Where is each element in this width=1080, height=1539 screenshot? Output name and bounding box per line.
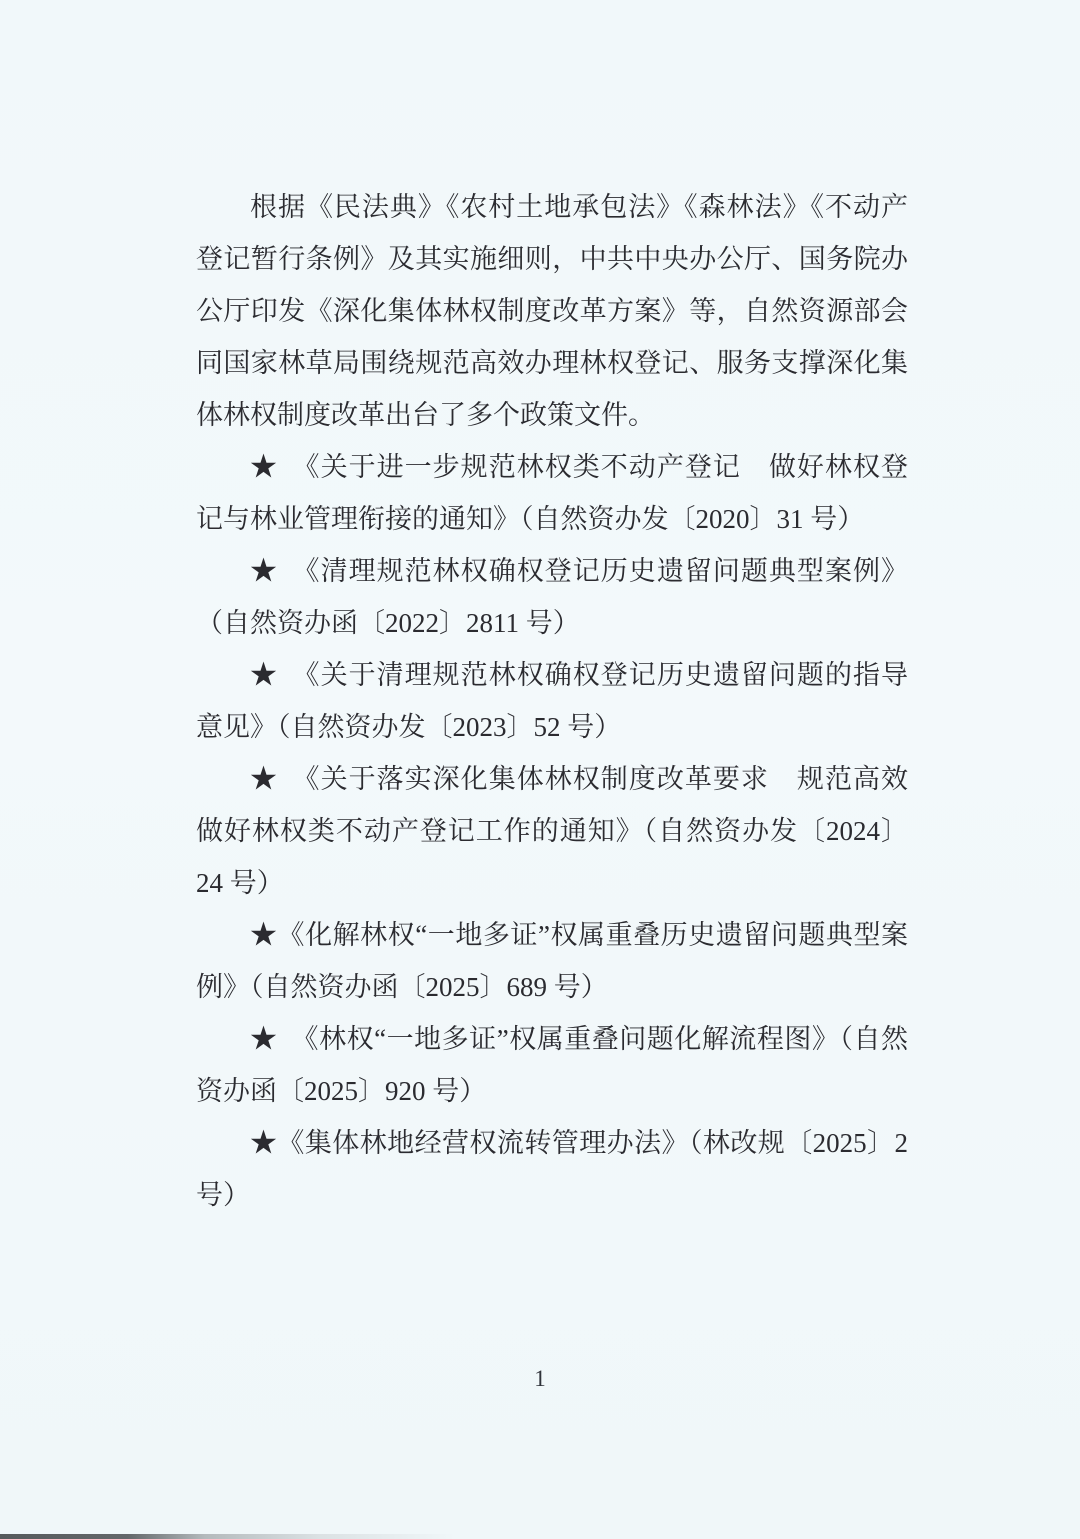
- policy-item-4: ★ 《关于落实深化集体林权制度改革要求 规范高效做好林权类不动产登记工作的通知》（自然资办发〔2024〕24 号）: [196, 764, 908, 898]
- policy-item-6: ★ 《林权“一地多证”权属重叠问题化解流程图》（自然资办函〔2025〕920 号）: [196, 1024, 908, 1106]
- page-number: 1: [534, 1366, 546, 1391]
- policy-item-5: ★《化解林权“一地多证”权属重叠历史遗留问题典型案例》（自然资办函〔2025〕689 号）: [196, 920, 908, 1002]
- policy-item-3: ★ 《关于清理规范林权确权登记历史遗留问题的指导意见》（自然资办发〔2023〕52 号）: [196, 660, 908, 742]
- intro-paragraph: 根据《民法典》《农村土地承包法》《森林法》《不动产登记暂行条例》及其实施细则，中共中央办公厅、国务院办公厅印发《深化集体林权制度改革方案》等，自然资源部会同国家林草局围绕规范高效办理林权登记、服务支撑深化集体林权制度改革出台了多个政策文件。: [196, 192, 908, 430]
- policy-item-1: ★ 《关于进一步规范林权类不动产登记 做好林权登记与林业管理衔接的通知》（自然资办发〔2020〕31 号）: [196, 452, 908, 534]
- policy-item-2: ★ 《清理规范林权确权登记历史遗留问题典型案例》（自然资办函〔2022〕2811 号）: [196, 556, 908, 638]
- document-body: [196, 181, 908, 1221]
- scan-edge-artifact: [0, 1534, 455, 1539]
- policy-item-7: ★《集体林地经营权流转管理办法》（林改规〔2025〕2 号）: [196, 1128, 908, 1210]
